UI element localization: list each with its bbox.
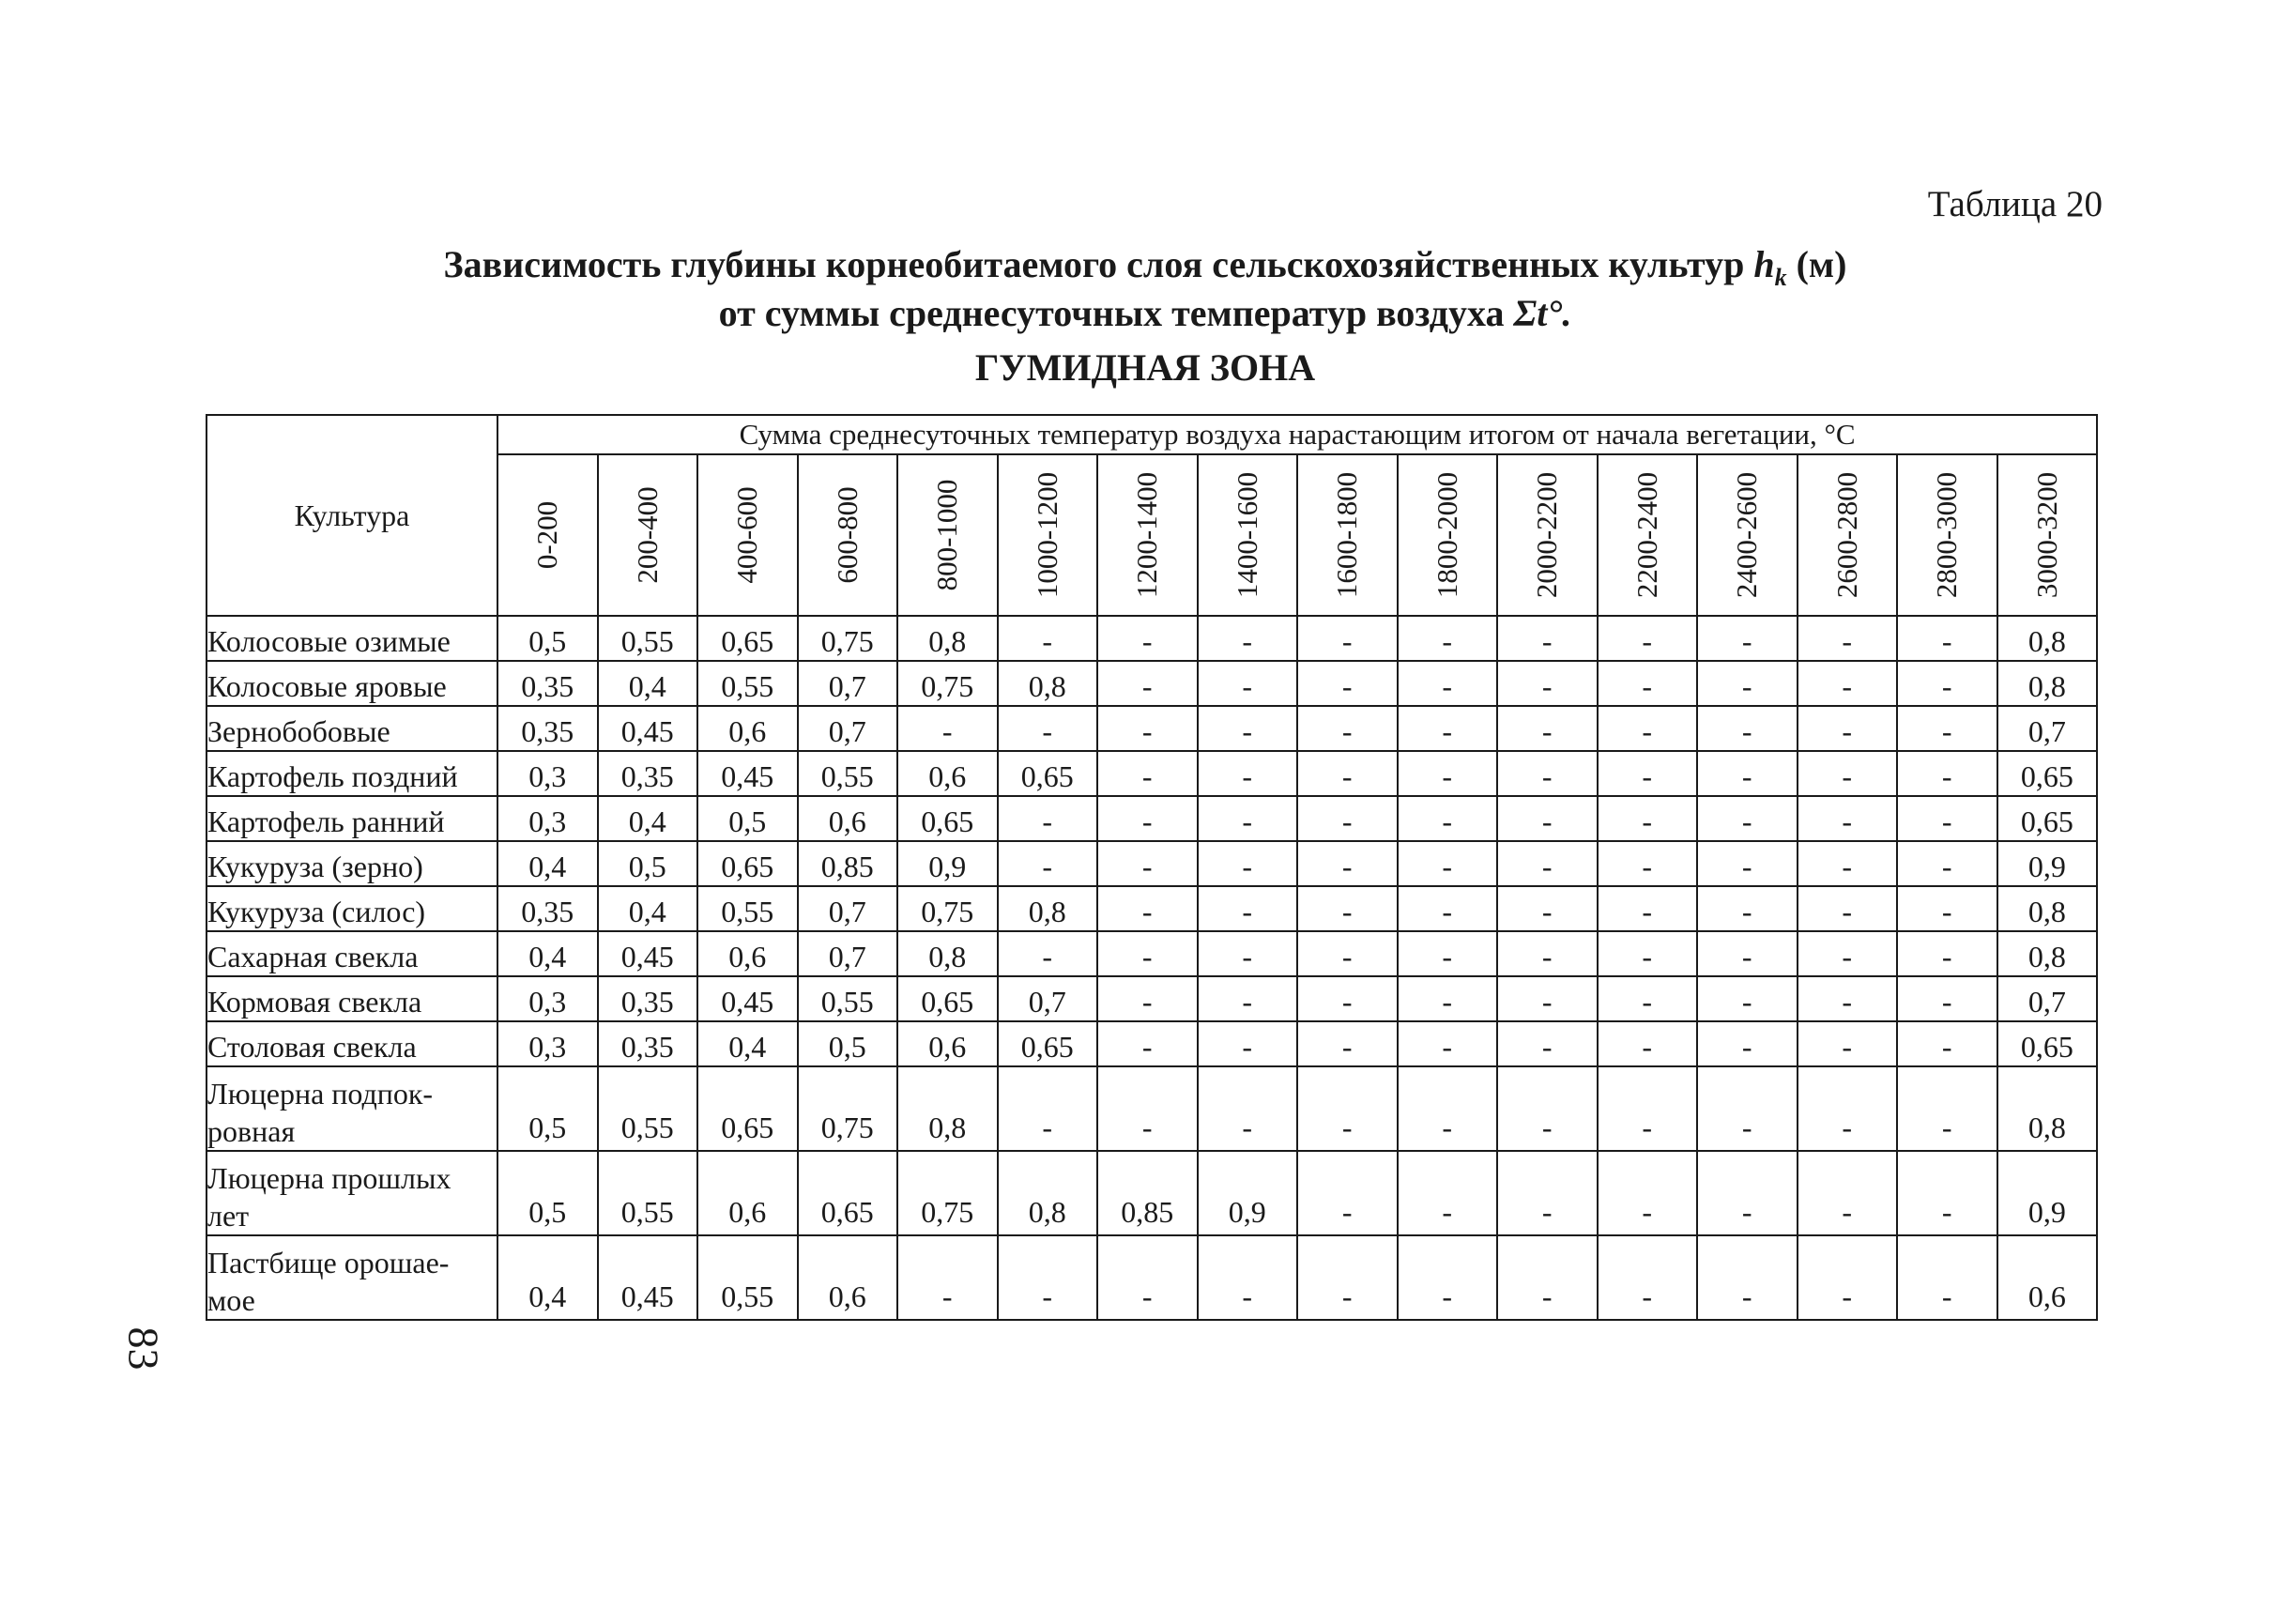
- depth-value: -: [1798, 751, 1898, 796]
- depth-value: -: [1398, 931, 1498, 976]
- header-range-label: 1800-2000: [1430, 471, 1463, 599]
- depth-value: 0,65: [1997, 751, 2098, 796]
- table-row: [207, 931, 2097, 976]
- depth-value: 0,8: [998, 661, 1098, 706]
- depth-value: 0,9: [1198, 1151, 1298, 1235]
- depth-value: -: [1297, 706, 1398, 751]
- table-row: [207, 661, 2097, 706]
- header-range: [497, 454, 598, 616]
- header-range-label: 2600-2800: [1829, 471, 1863, 599]
- depth-value: 0,9: [1997, 841, 2098, 886]
- header-range: [1398, 454, 1498, 616]
- depth-value: 0,55: [798, 976, 898, 1021]
- depth-value: -: [1297, 1066, 1398, 1151]
- header-range-label: 1600-1800: [1330, 471, 1363, 599]
- depth-value: 0,65: [798, 1151, 898, 1235]
- depth-value: -: [1297, 616, 1398, 661]
- crop-name: Кукуруза (зерно): [207, 841, 497, 886]
- table-row: [207, 1151, 2097, 1235]
- depth-value: 0,3: [497, 796, 598, 841]
- depth-value: -: [1497, 751, 1598, 796]
- depth-value: 0,6: [897, 751, 998, 796]
- depth-value: -: [1798, 706, 1898, 751]
- depth-value: 0,65: [1997, 1021, 2098, 1066]
- header-range: [1997, 454, 2098, 616]
- depth-value: 0,6: [697, 706, 798, 751]
- crop-name: Картофель поздний: [207, 751, 497, 796]
- depth-value: 0,3: [497, 1021, 598, 1066]
- depth-value: -: [1598, 886, 1698, 931]
- header-range: [1198, 454, 1298, 616]
- depth-value: 0,5: [497, 1066, 598, 1151]
- depth-value: -: [1398, 886, 1498, 931]
- depth-value: -: [1097, 1066, 1198, 1151]
- depth-value: 0,5: [497, 616, 598, 661]
- depth-value: 0,75: [897, 661, 998, 706]
- header-range: [1497, 454, 1598, 616]
- depth-value: -: [1897, 1151, 1997, 1235]
- depth-value: -: [1697, 1021, 1798, 1066]
- depth-value: -: [998, 931, 1098, 976]
- depth-value: 0,45: [697, 751, 798, 796]
- table-body: [207, 616, 2097, 1320]
- depth-value: 0,4: [598, 886, 698, 931]
- depth-value: 0,5: [798, 1021, 898, 1066]
- header-range-label: 800-1000: [930, 479, 963, 591]
- header-range: [1297, 454, 1398, 616]
- depth-value: 0,6: [798, 796, 898, 841]
- header-range: [998, 454, 1098, 616]
- depth-value: -: [1097, 931, 1198, 976]
- depth-value: 0,75: [798, 1066, 898, 1151]
- depth-value: -: [1798, 976, 1898, 1021]
- depth-value: 0,8: [1997, 616, 2098, 661]
- depth-value: 0,6: [1997, 1235, 2098, 1320]
- depth-value: -: [1398, 1066, 1498, 1151]
- depth-value: -: [1697, 616, 1798, 661]
- depth-value: 0,35: [598, 1021, 698, 1066]
- crop-name: [207, 1151, 497, 1235]
- header-range: [1697, 454, 1798, 616]
- depth-value: 0,7: [798, 661, 898, 706]
- depth-value: 0,4: [497, 841, 598, 886]
- depth-value: -: [1598, 1235, 1698, 1320]
- depth-value: -: [1798, 1235, 1898, 1320]
- depth-value: -: [1897, 616, 1997, 661]
- depth-value: -: [1897, 976, 1997, 1021]
- header-range-label: 0-200: [530, 500, 563, 570]
- depth-value: 0,55: [598, 616, 698, 661]
- depth-value: 0,65: [697, 616, 798, 661]
- depth-value: 0,5: [697, 796, 798, 841]
- depth-value: -: [1398, 616, 1498, 661]
- title-text-2: от суммы среднесуточных температур воздуха: [718, 292, 1505, 334]
- depth-value: -: [1097, 616, 1198, 661]
- depth-value: -: [897, 706, 998, 751]
- header-range-label: 1200-1400: [1130, 471, 1163, 599]
- zone-title: ГУМИДНАЯ ЗОНА: [974, 346, 1316, 389]
- depth-value: -: [1297, 661, 1398, 706]
- header-range: [697, 454, 798, 616]
- depth-value: -: [1598, 1066, 1698, 1151]
- crop-name: Картофель ранний: [207, 796, 497, 841]
- depth-value: 0,85: [1097, 1151, 1198, 1235]
- crop-name: [207, 1066, 497, 1151]
- depth-value: -: [1798, 661, 1898, 706]
- depth-value: -: [1297, 1235, 1398, 1320]
- depth-value: 0,65: [998, 751, 1098, 796]
- depth-value: -: [998, 841, 1098, 886]
- depth-value: -: [1697, 931, 1798, 976]
- depth-value: -: [1198, 976, 1298, 1021]
- depth-value: -: [1198, 1235, 1298, 1320]
- depth-value: -: [1398, 661, 1498, 706]
- depth-value: -: [1398, 1235, 1498, 1320]
- depth-value: 0,55: [798, 751, 898, 796]
- title-text: Зависимость глубины корнеобитаемого слоя сельскохозяйственных культур: [443, 243, 1745, 285]
- depth-value: -: [1198, 616, 1298, 661]
- depth-value: -: [1598, 1151, 1698, 1235]
- table-row: [207, 796, 2097, 841]
- depth-value: -: [1297, 931, 1398, 976]
- depth-value: -: [1598, 1021, 1698, 1066]
- depth-value: -: [1798, 1066, 1898, 1151]
- depth-value: -: [1497, 1021, 1598, 1066]
- depth-value: -: [1497, 796, 1598, 841]
- depth-value: -: [1897, 1021, 1997, 1066]
- depth-value: -: [1398, 1021, 1498, 1066]
- depth-value: 0,8: [1997, 931, 2098, 976]
- depth-value: 0,75: [798, 616, 898, 661]
- depth-value: -: [1798, 886, 1898, 931]
- depth-value: -: [1497, 1235, 1598, 1320]
- table-row: [207, 1066, 2097, 1151]
- depth-value: -: [1697, 751, 1798, 796]
- depth-value: 0,8: [998, 886, 1098, 931]
- depth-value: 0,4: [697, 1021, 798, 1066]
- depth-value: 0,45: [598, 931, 698, 976]
- depth-value: 0,6: [897, 1021, 998, 1066]
- depth-value: 0,8: [998, 1151, 1098, 1235]
- depth-value: -: [1297, 751, 1398, 796]
- table-row: [207, 706, 2097, 751]
- depth-value: -: [998, 706, 1098, 751]
- depth-value: -: [1598, 976, 1698, 1021]
- depth-value: -: [1297, 976, 1398, 1021]
- crop-name-line: ровная: [207, 1114, 296, 1148]
- depth-value: -: [1198, 886, 1298, 931]
- depth-value: -: [1398, 1151, 1498, 1235]
- depth-value: 0,65: [697, 841, 798, 886]
- crop-name: Сахарная свекла: [207, 931, 497, 976]
- depth-value: 0,4: [497, 1235, 598, 1320]
- depth-value: -: [1598, 751, 1698, 796]
- depth-value: -: [1697, 886, 1798, 931]
- depth-value: 0,35: [598, 976, 698, 1021]
- depth-value: 0,35: [497, 706, 598, 751]
- depth-value: -: [1798, 1151, 1898, 1235]
- depth-value: -: [1097, 976, 1198, 1021]
- depth-value: -: [1897, 661, 1997, 706]
- depth-value: 0,55: [697, 1235, 798, 1320]
- depth-value: 0,55: [598, 1066, 698, 1151]
- depth-value: -: [1097, 661, 1198, 706]
- depth-value: 0,55: [697, 886, 798, 931]
- depth-value: -: [1398, 751, 1498, 796]
- depth-value: 0,35: [497, 886, 598, 931]
- depth-value: 0,7: [998, 976, 1098, 1021]
- header-crop: Культура: [207, 415, 497, 616]
- depth-value: 0,3: [497, 751, 598, 796]
- table-row: [207, 976, 2097, 1021]
- depth-value: 0,5: [598, 841, 698, 886]
- depth-value: -: [1697, 1151, 1798, 1235]
- depth-value: -: [1897, 841, 1997, 886]
- header-range: [798, 454, 898, 616]
- depth-value: 0,7: [798, 886, 898, 931]
- depth-value: -: [1198, 1066, 1298, 1151]
- crop-name: Кормовая свекла: [207, 976, 497, 1021]
- depth-value: 0,8: [1997, 661, 2098, 706]
- header-range: [1798, 454, 1898, 616]
- depth-value: -: [1598, 931, 1698, 976]
- depth-value: -: [897, 1235, 998, 1320]
- header-range: [897, 454, 998, 616]
- depth-value: -: [1598, 616, 1698, 661]
- table-number: Таблица 20: [1927, 184, 2103, 224]
- depth-value: 0,6: [798, 1235, 898, 1320]
- crop-name: Столовая свекла: [207, 1021, 497, 1066]
- header-range: [1097, 454, 1198, 616]
- depth-value: -: [1198, 931, 1298, 976]
- depth-value: -: [1497, 1066, 1598, 1151]
- depth-value: -: [1798, 1021, 1898, 1066]
- depth-value: 0,65: [697, 1066, 798, 1151]
- depth-value: -: [1697, 706, 1798, 751]
- depth-value: -: [998, 616, 1098, 661]
- depth-value: -: [1497, 931, 1598, 976]
- depth-value: 0,45: [598, 706, 698, 751]
- depth-value: -: [1697, 1066, 1798, 1151]
- title-unit: (м): [1796, 243, 1847, 285]
- depth-value: -: [1697, 1235, 1798, 1320]
- title-symbol: $h_k$: [1753, 243, 1787, 291]
- header-temperature-span: Сумма среднесуточных температур воздуха нарастающим итогом от начала вегетации, °С: [497, 415, 2097, 454]
- depth-value: -: [1198, 751, 1298, 796]
- header-range: [1598, 454, 1698, 616]
- header-range-label: 1000-1200: [1030, 471, 1063, 599]
- depth-value: -: [1097, 1021, 1198, 1066]
- depth-value: -: [1198, 841, 1298, 886]
- depth-value: -: [1097, 1235, 1198, 1320]
- depth-value: -: [1297, 796, 1398, 841]
- depth-value: -: [1697, 841, 1798, 886]
- depth-value: 0,9: [1997, 1151, 2098, 1235]
- depth-value: -: [1798, 931, 1898, 976]
- depth-value: 0,55: [697, 661, 798, 706]
- depth-value: 0,4: [598, 796, 698, 841]
- header-range-label: 200-400: [630, 486, 664, 584]
- depth-value: -: [1497, 1151, 1598, 1235]
- depth-value: -: [1297, 841, 1398, 886]
- depth-value: -: [1297, 1151, 1398, 1235]
- crop-name-line: Люцерна подпок-: [207, 1077, 434, 1111]
- table-row: [207, 1021, 2097, 1066]
- depth-value: 0,65: [897, 976, 998, 1021]
- depth-value: -: [1097, 796, 1198, 841]
- depth-value: -: [1398, 796, 1498, 841]
- depth-value: 0,8: [1997, 886, 2098, 931]
- depth-value: 0,35: [497, 661, 598, 706]
- depth-value: -: [1398, 706, 1498, 751]
- crop-name: [207, 1235, 497, 1320]
- depth-value: -: [1097, 841, 1198, 886]
- depth-value: -: [1398, 976, 1498, 1021]
- depth-value: -: [1198, 796, 1298, 841]
- depth-value: -: [1297, 886, 1398, 931]
- depth-value: 0,75: [897, 886, 998, 931]
- crop-name: Колосовые яровые: [207, 661, 497, 706]
- depth-value: -: [1897, 1066, 1997, 1151]
- crop-name-line: лет: [207, 1199, 250, 1233]
- depth-value: 0,35: [598, 751, 698, 796]
- depth-value: 0,65: [1997, 796, 2098, 841]
- depth-value: -: [998, 1066, 1098, 1151]
- depth-value: -: [1497, 661, 1598, 706]
- crop-name-line: Пастбище орошае-: [207, 1246, 450, 1279]
- page-number: 83: [119, 1326, 168, 1371]
- depth-value: -: [1598, 796, 1698, 841]
- depth-value: 0,4: [598, 661, 698, 706]
- depth-value: 0,45: [697, 976, 798, 1021]
- header-range: [1897, 454, 1997, 616]
- depth-value: 0,9: [897, 841, 998, 886]
- depth-value: -: [1897, 751, 1997, 796]
- depth-value: -: [1798, 616, 1898, 661]
- depth-value: -: [1598, 661, 1698, 706]
- depth-value: -: [1598, 706, 1698, 751]
- depth-value: -: [1497, 616, 1598, 661]
- table-row: [207, 886, 2097, 931]
- depth-value: 0,8: [1997, 1066, 2098, 1151]
- depth-value: -: [1097, 751, 1198, 796]
- depth-value: -: [1897, 931, 1997, 976]
- header-range-label: 1400-1600: [1230, 471, 1263, 599]
- header-range-label: 2800-3000: [1930, 471, 1963, 599]
- depth-value: -: [1497, 886, 1598, 931]
- header-range-label: 2000-2200: [1530, 471, 1563, 599]
- depth-value: -: [1398, 841, 1498, 886]
- depth-value: -: [1897, 796, 1997, 841]
- crop-name: Кукуруза (силос): [207, 886, 497, 931]
- depth-value: 0,8: [897, 616, 998, 661]
- depth-value: -: [1897, 706, 1997, 751]
- depth-value: 0,55: [598, 1151, 698, 1235]
- depth-value: 0,8: [897, 1066, 998, 1151]
- depth-value: -: [1198, 706, 1298, 751]
- root-depth-table: [206, 414, 2098, 1321]
- depth-value: 0,6: [697, 1151, 798, 1235]
- crop-name: Зернобобовые: [207, 706, 497, 751]
- crop-name-line: мое: [207, 1283, 255, 1317]
- depth-value: 0,85: [798, 841, 898, 886]
- depth-value: 0,4: [497, 931, 598, 976]
- depth-value: -: [1697, 661, 1798, 706]
- depth-value: -: [1798, 796, 1898, 841]
- crop-name-line: Люцерна прошлых: [207, 1161, 451, 1195]
- depth-value: -: [1297, 1021, 1398, 1066]
- depth-value: -: [1497, 841, 1598, 886]
- depth-value: 0,7: [1997, 976, 2098, 1021]
- header-range-label: 2200-2400: [1629, 471, 1663, 599]
- depth-value: 0,65: [897, 796, 998, 841]
- header-range-label: 2400-2600: [1730, 471, 1763, 599]
- depth-value: 0,7: [798, 931, 898, 976]
- depth-value: 0,8: [897, 931, 998, 976]
- depth-value: 0,65: [998, 1021, 1098, 1066]
- header-range-label: 600-800: [830, 486, 864, 584]
- depth-value: -: [998, 1235, 1098, 1320]
- table-row: [207, 1235, 2097, 1320]
- table-row: [207, 751, 2097, 796]
- depth-value: -: [1497, 976, 1598, 1021]
- table-title-line-2: [141, 291, 2150, 336]
- depth-value: -: [1198, 1021, 1298, 1066]
- depth-value: 0,6: [697, 931, 798, 976]
- depth-value: -: [1198, 661, 1298, 706]
- depth-value: 0,7: [798, 706, 898, 751]
- depth-value: -: [1598, 841, 1698, 886]
- depth-value: -: [1497, 706, 1598, 751]
- depth-value: -: [1897, 1235, 1997, 1320]
- title-symbol-2: Σt°.: [1513, 292, 1572, 334]
- depth-value: -: [998, 796, 1098, 841]
- depth-value: 0,45: [598, 1235, 698, 1320]
- table-row: [207, 841, 2097, 886]
- depth-value: -: [1697, 796, 1798, 841]
- depth-value: 0,7: [1997, 706, 2098, 751]
- header-range-label: 400-600: [730, 486, 763, 584]
- header-range-label: 3000-3200: [2029, 471, 2063, 599]
- depth-value: 0,5: [497, 1151, 598, 1235]
- depth-value: 0,3: [497, 976, 598, 1021]
- crop-name: Колосовые озимые: [207, 616, 497, 661]
- depth-value: 0,75: [897, 1151, 998, 1235]
- depth-value: -: [1798, 841, 1898, 886]
- depth-value: -: [1697, 976, 1798, 1021]
- table-row: [207, 616, 2097, 661]
- depth-value: -: [1897, 886, 1997, 931]
- depth-value: -: [1097, 886, 1198, 931]
- depth-value: -: [1097, 706, 1198, 751]
- header-range: [598, 454, 698, 616]
